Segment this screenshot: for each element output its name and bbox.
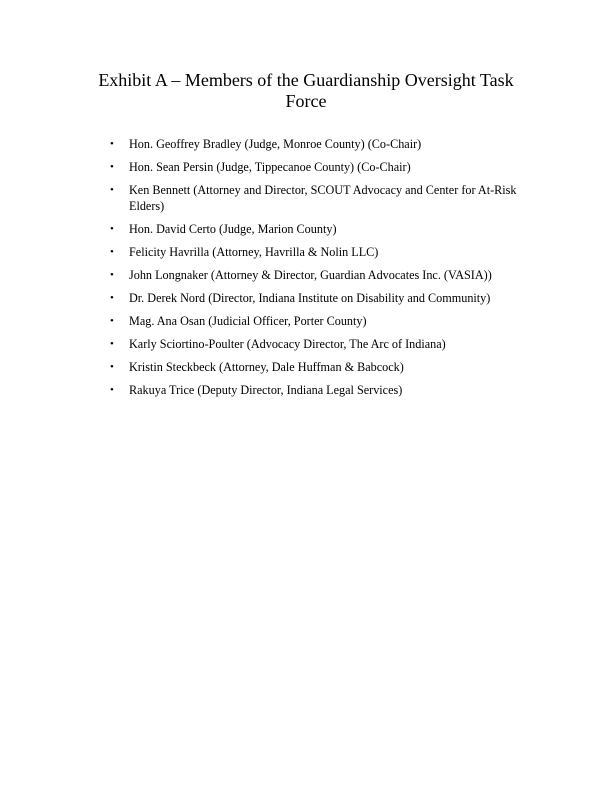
member-text: Ken Bennett (Attorney and Director, SCOUT Advocacy and Center for At-Risk Elders) bbox=[129, 183, 517, 213]
list-item bbox=[110, 221, 530, 237]
member-text: Felicity Havrilla (Attorney, Havrilla & Nolin LLC) bbox=[129, 245, 379, 259]
list-item bbox=[110, 290, 530, 306]
page-title: Exhibit A – Members of the Guardianship Oversight Task Force bbox=[98, 70, 514, 111]
bullet-icon: • bbox=[110, 269, 114, 281]
bullet-icon: • bbox=[110, 384, 114, 396]
member-text: Hon. Geoffrey Bradley (Judge, Monroe County) (Co-Chair) bbox=[129, 137, 422, 151]
member-text: Rakuya Trice (Deputy Director, Indiana Legal Services) bbox=[129, 383, 403, 397]
member-text: Kristin Steckbeck (Attorney, Dale Huffman & Babcock) bbox=[129, 360, 404, 374]
list-item bbox=[110, 136, 530, 152]
member-text: Dr. Derek Nord (Director, Indiana Institute on Disability and Community) bbox=[129, 291, 491, 305]
list-item bbox=[110, 313, 530, 329]
member-list bbox=[110, 136, 530, 405]
list-item bbox=[110, 359, 530, 375]
member-text: Hon. Sean Persin (Judge, Tippecanoe County) (Co-Chair) bbox=[129, 160, 411, 174]
list-item bbox=[110, 336, 530, 352]
bullet-icon: • bbox=[110, 246, 114, 258]
bullet-icon: • bbox=[110, 292, 114, 304]
bullet-icon: • bbox=[110, 315, 114, 327]
bullet-icon: • bbox=[110, 361, 114, 373]
member-text: Mag. Ana Osan (Judicial Officer, Porter County) bbox=[129, 314, 367, 328]
bullet-icon: • bbox=[110, 161, 114, 173]
bullet-icon: • bbox=[110, 338, 114, 350]
list-item bbox=[110, 159, 530, 175]
member-text: Karly Sciortino-Poulter (Advocacy Director, The Arc of Indiana) bbox=[129, 337, 446, 351]
list-item bbox=[110, 267, 530, 283]
bullet-icon: • bbox=[110, 184, 114, 196]
member-text: Hon. David Certo (Judge, Marion County) bbox=[129, 222, 337, 236]
member-text: John Longnaker (Attorney & Director, Guardian Advocates Inc. (VASIA)) bbox=[129, 268, 492, 282]
bullet-icon: • bbox=[110, 223, 114, 235]
list-item bbox=[110, 182, 530, 214]
bullet-icon: • bbox=[110, 138, 114, 150]
list-item bbox=[110, 244, 530, 260]
list-item bbox=[110, 382, 530, 398]
